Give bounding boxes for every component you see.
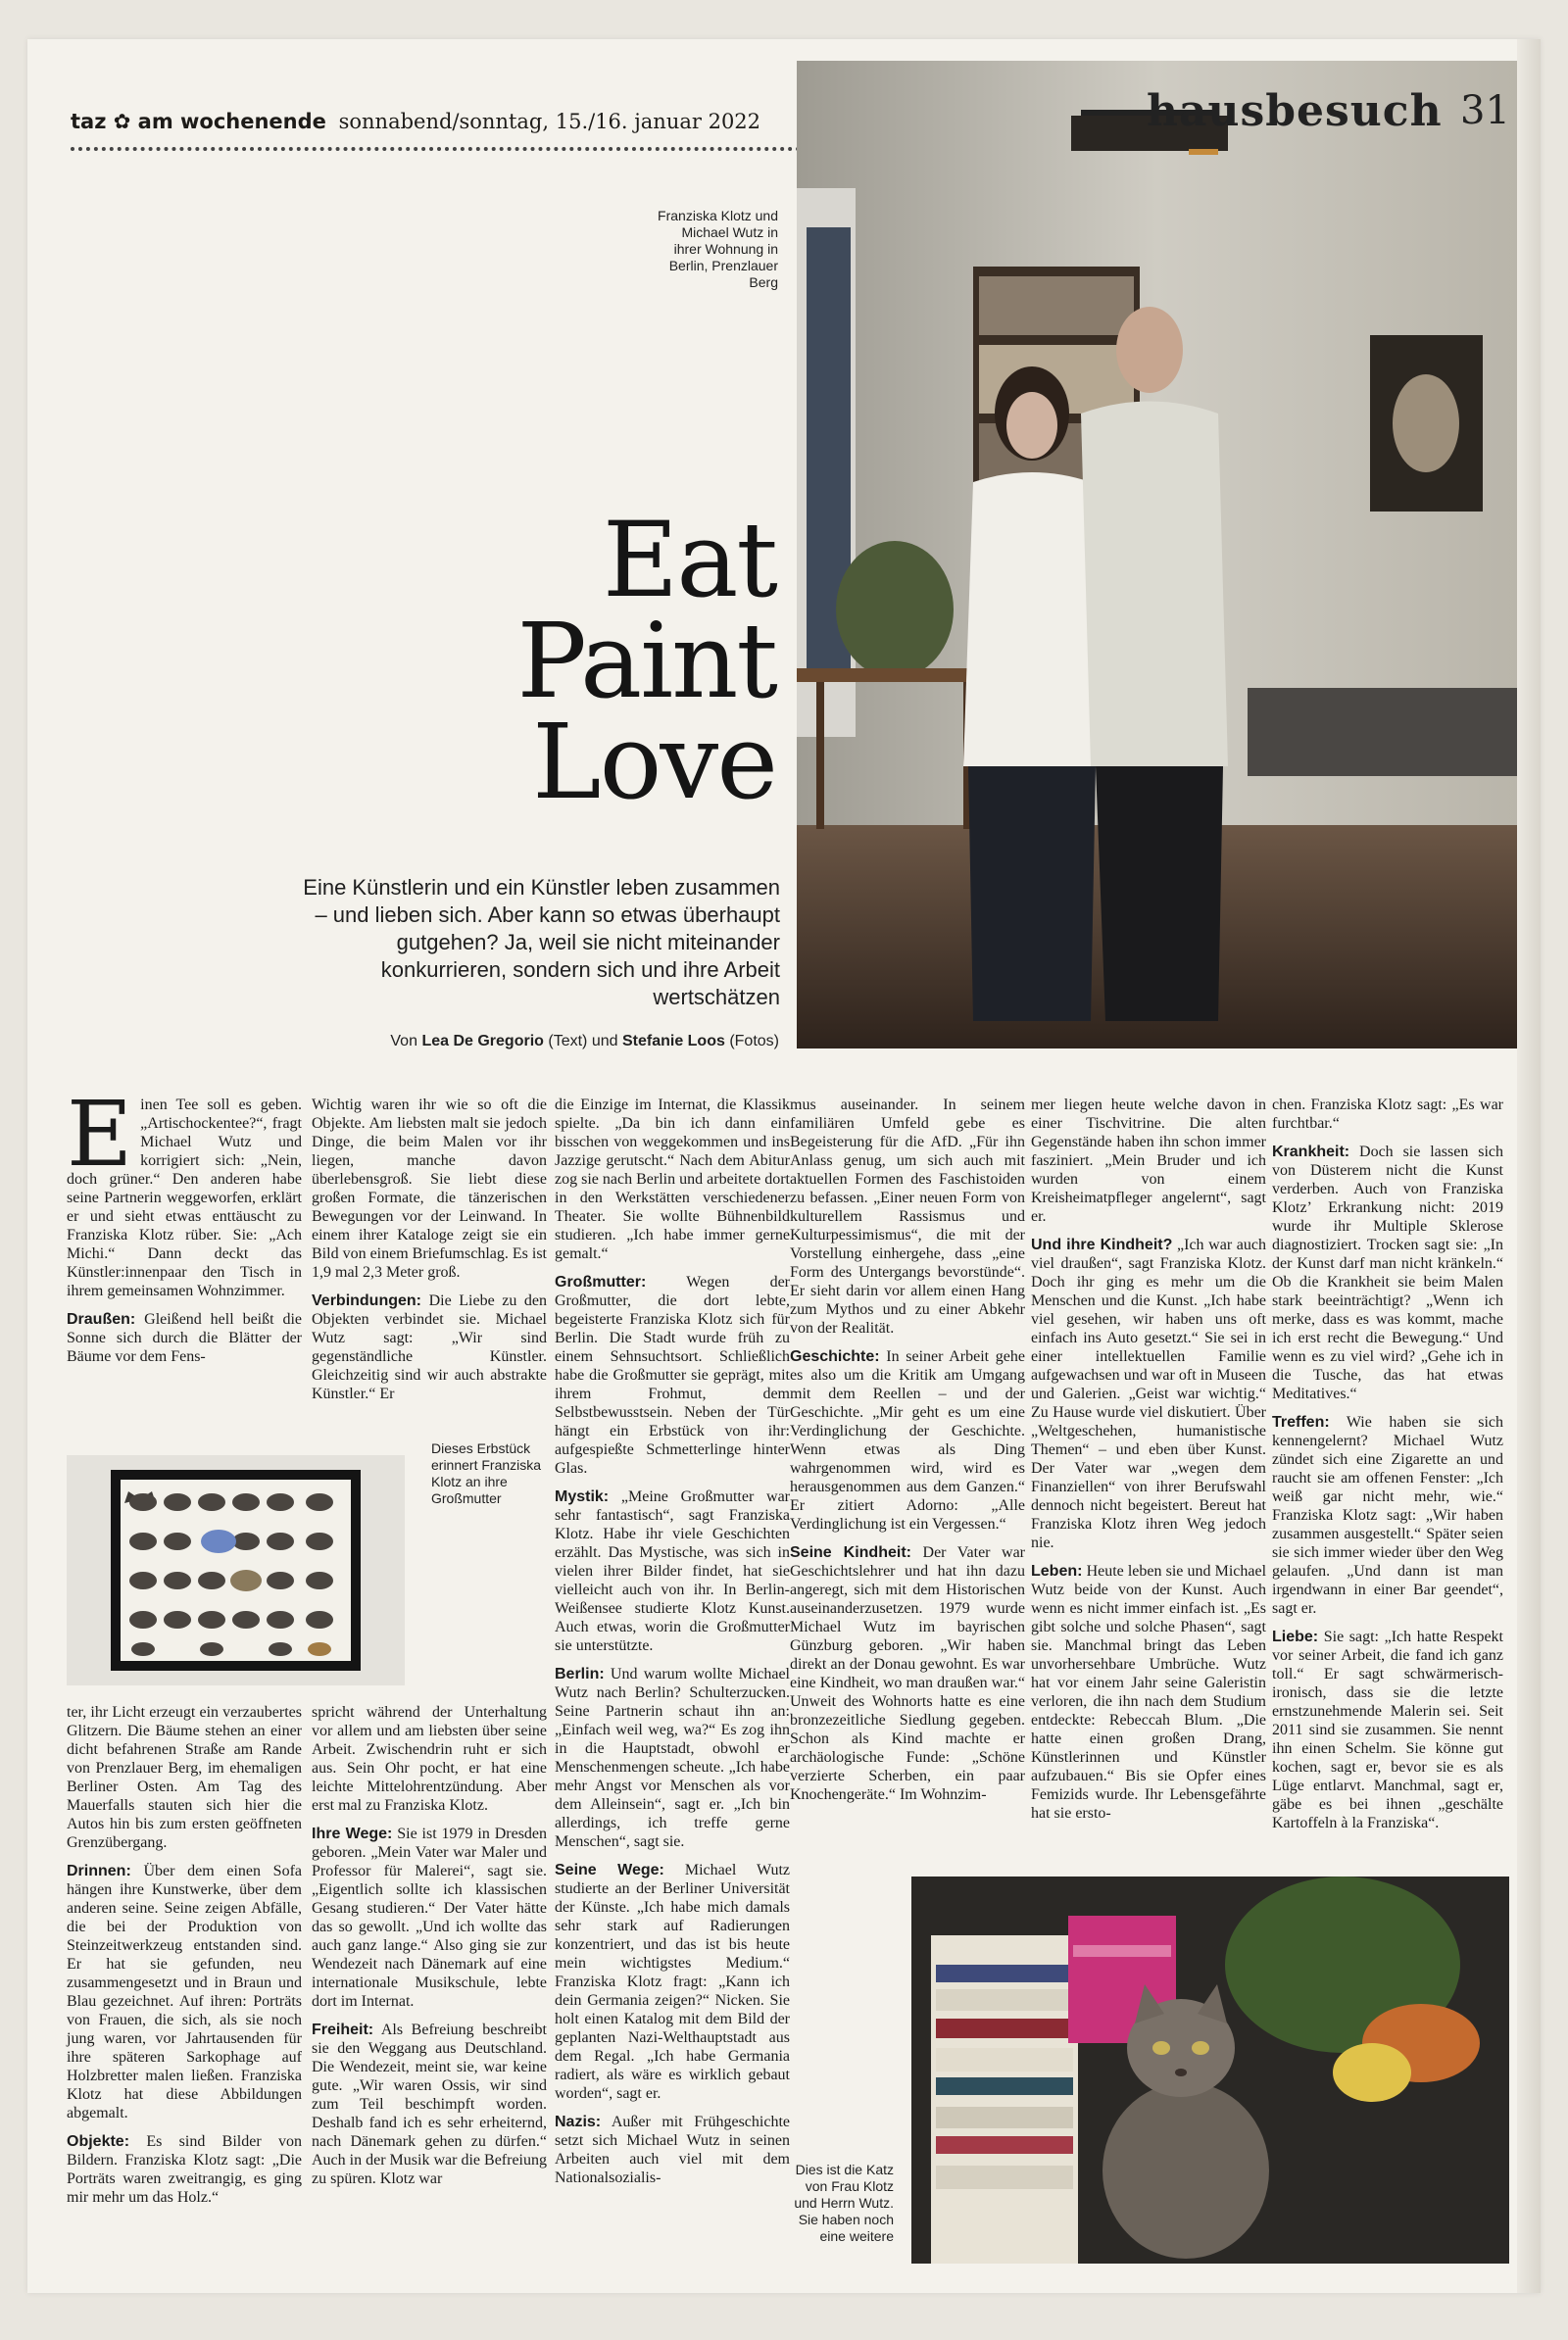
butterfly-photo-caption: Dieses Erbstück erinnert Franziska Klotz an ihre Großmutter xyxy=(431,1440,542,1506)
article-paragraph: Draußen: Gleißend hell beißt die Sonne sich durch die Blätter der Bäume vor dem Fens- xyxy=(67,1311,303,1365)
publication-name: taz ✿ am wochenende xyxy=(71,110,326,133)
headline-line-2: Paint xyxy=(516,601,776,721)
article-paragraph: Treffen: Wie haben sie sich kennengelernt? Michael Wutz zündet sich eine Zigarette an und raucht sie am offenen Fenster: „Ich weiß gar nicht mehr, wie.“ Franziska Klotz sagt: „Wir haben zusammen ausgestellt.“ Später seien sie sich immer wieder über den Weg gelaufen. „Und dann ist man irgendwann in einer Bar geendet“, sagt er. xyxy=(1272,1414,1503,1617)
article-column-3 xyxy=(555,1096,790,2197)
article-paragraph: ter, ihr Licht erzeugt ein verzaubertes Glitzern. Die Bäume stehen an einer dicht befahrenen Straße am Rande von Prenzlauer Berg, im ehemaligen Berliner Osten. Am Tag des Mauerfalls stauten sich hier die Autos hin bis zum ersten geöffneten Grenzübergang. xyxy=(67,1704,302,1851)
byline xyxy=(314,1033,779,1050)
article-paragraph: Berlin: Und warum wollte Michael Wutz nach Berlin? Schulterzucken. Seine Partnerin schaut ihn an: „Einfach weil weg, wa?“ Es zog ihn in die Hauptstadt, obwohl er Menschenmengen scheute. „Ich habe mehr Angst vor Menschen als vor dem Alleinsein“, sagt er. „Ich bin allerdings, ich treffe gerne Menschen“, sagt sie. xyxy=(555,1666,790,1850)
article-column-6 xyxy=(1272,1096,1503,1842)
article-column-2-continued xyxy=(312,1703,547,2198)
cat-photo-caption: Dies ist die Katz von Frau Klotz und Herrn Wutz. Sie haben noch eine weitere xyxy=(794,2162,894,2244)
article-paragraph: Seine Wege: Michael Wutz studierte an der Berliner Universität der Künste. „Ich habe mich damals sehr stark auf Radierungen konzentriert, und das ist bis heute mein wichtigstes Medium.“ Franziska Klotz fragt: „Kann ich dein Germania zeigen?“ Nicken. Sie holt einen Katalog mit dem Bild der geplanten Nazi-Welthauptstadt aus dem Regal. „Ich habe Germania radiert, als wäre es wirklich gebaut worden“, sagt er. xyxy=(555,1862,791,2102)
article-paragraph: Krankheit: Doch sie lassen sich von Düsterem nicht die Kunst verderben. Auch von Franziska Klotz’ Erkrankung nicht: 2019 wurde ihr Multiple Sklerose diagnostiziert. Trocken sagt sie: „In der Kunst darf man nicht kränkeln.“ Ob die Krankheit sie beim Malen stark beeinträchtigt? „Wenn ich merke, dass es was kommt, mache ich erst recht die Bewegung.“ Und wenn es zu viel wird? „Gehe ich in die Tusche, das hat etwas Meditatives.“ xyxy=(1272,1144,1503,1402)
byline-prefix: Von xyxy=(390,1033,417,1049)
article-paragraph: Drinnen: Über dem einen Sofa hängen ihre Kunstwerke, über dem anderen seine. Seine zeigen Abfälle, die bei der Produktion von Steinzeitwerkzeug entstanden sind. Er hat sie gefunden, neu zusammengesetzt und in Braun und Blau gezeichnet. Auf ihren: Porträts von Frauen, die sich, als sie noch jung waren, vor Jahrtausenden für ihre späteren Sarkophage auf Holzbretter malen ließen. Franziska Klotz hat diese Abbildungen abgemalt. xyxy=(67,1863,303,2121)
article-paragraph: mer liegen heute welche davon in einer Tischvitrine. Die alten Gegenstände haben ihn schon immer fasziniert. „Mein Bruder und ich wurden von einem Kreisheimatpfleger angelernt“, sagt er. xyxy=(1031,1097,1266,1225)
article-column-1 xyxy=(67,1082,303,1376)
headline xyxy=(461,500,776,822)
article-paragraph: Verbindungen: Die Liebe zu den Objekten verbindet sie. Michael Wutz sagt: „Wir sind gegenständliche Künstler. Gleichzeitig sind wir auch abstrakte Künstler.“ Er xyxy=(312,1292,548,1402)
byline-suffix: (Fotos) xyxy=(729,1033,779,1049)
header-rule xyxy=(71,147,801,151)
article-paragraph: die Einzige im Internat, die Klassik spielte. „Da bin ich dann ein bisschen von weggekommen und ins Jazzige gerutscht.“ Nach dem Abitur zog sie nach Berlin und arbeitete dort in den Werkstätten verschiedener Theater. Sie wollte Bühnenbild studieren. „Ich habe immer gerne gemalt.“ xyxy=(555,1097,790,1262)
butterfly-photo xyxy=(67,1455,405,1685)
article-paragraph: Liebe: Sie sagt: „Ich hatte Respekt vor seiner Arbeit, die fand ich ganz toll.“ Er sagt schwärmerisch-ironisch, dass sie die letzte ernstzunehmende Malerin sei. Seit 2011 sind sie zusammen. Sie nennt ihn einen Schelm. Sie könne gut kochen, sagt er, bevor sie es als Lüge entlarvt. Manchmal, sagt er, gäbe es bei ihnen „geschälte Kartoffeln à la Franziska“. xyxy=(1272,1629,1503,1831)
page-number: 31 xyxy=(1460,88,1510,133)
article-paragraph: Geschichte: In seiner Arbeit gehe es also um die Kritik am Umgang mit dem Reellen – und der Geschichte. „Mir geht es um eine Verdinglichung der Geschichte. Wenn etwas als Ding wahrgenommen wird, wird es herausgenommen aus dem Ganzen.“ Er zitiert Adorno: „Alle Verdinglichung ist ein Vergessen.“ xyxy=(790,1348,1025,1533)
article-column-2 xyxy=(312,1096,547,1413)
cat-photo-illustration xyxy=(911,1877,1509,2264)
article-paragraph: Großmutter: Wegen der Großmutter, die dort lebte, begeisterte Franziska Klotz sich für Berlin. Die Stadt wurde früh zu einem Sehnsuchtsort. Schließlich habe die Großmutter sie geprägt, mit ihrem Frohmut, dem Selbstbewusstsein. Neben der Tür hängt ein Erbstück von ihr: aufgespießte Schmetterlinge hinter Glas. xyxy=(555,1274,790,1477)
byline-photographer: Stefanie Loos xyxy=(621,1033,725,1049)
hero-photo-caption: Franziska Klotz und Michael Wutz in ihrer Wohnung in Berlin, Prenzlauer Berg xyxy=(658,208,778,290)
article-paragraph: Wichtig waren ihr wie so oft die Objekte. Am liebsten malt sie jedoch Dinge, die beim Malen vor ihr liegen, manche davon überlebensgroß. Sie liebt diese großen Formate, die tänzerischen Bewegungen vor der Leinwand. In einem ihrer Kataloge zeigt sie ein Bild von einem Briefumschlag. Es ist 1,9 mal 2,3 Meter groß. xyxy=(312,1097,547,1281)
article-paragraph: Seine Kindheit: Der Vater war Geschichtslehrer und hat ihn dazu angeregt, sich mit dem Historischen auseinanderzusetzen. 1979 wurde Michael Wutz im bayrischen Günzburg geboren. „Wir haben direkt an der Donau gewohnt. Es war eine Kindheit, wo man draußen war.“ Unweit des Wohnorts hatte es eine bronzezeitliche Siedlung gegeben. Schon als Kind machte er archäologische Funde: „Schöne verzierte Scherben, ein paar Knochengeräte.“ Im Wohnzim- xyxy=(790,1544,1026,1803)
hero-photo-illustration xyxy=(797,61,1517,1048)
cat-photo xyxy=(911,1877,1509,2264)
article-paragraph: chen. Franziska Klotz sagt: „Es war furchtbar.“ xyxy=(1272,1097,1503,1132)
article-paragraph: mus auseinander. In seinem familiären Umfeld gebe es Begeisterung für die AfD. „Für ihn Anlass genug, um sich auch mit aktuellen Formen des Faschistoiden zu befassen. „Einer neuen Form von kulturellem Rassismus und Kulturpessimismus“, die mit der Vorstellung einhergehe, dass „eine Form des Untergangs bevorstünde“. Er sieht darin vor allem einen Hang zum Mythos und zu einer Abkehr von der Realität. xyxy=(790,1097,1025,1337)
issue-date: sonnabend/sonntag, 15./16. januar 2022 xyxy=(338,110,761,133)
masthead xyxy=(71,110,796,133)
section-title: hausbesuch xyxy=(1147,86,1443,136)
article-paragraph: Leben: Heute leben sie und Michael Wutz beide von der Kunst. Auch wenn es nicht immer einfach ist. „Es gibt solche und solche Phasen“, sagt sie. Manchmal bringt das Leben unvorhersehbare Umbrüche. Wutz hat vor einem Jahr seine Galeristin verloren, die ihn nach dem Studium entdeckte: Rebeccah Blum. „Die hatte einen großen Drang, Künstlerinnen und Künstler aufzubauen.“ Bis sie Opfer eines Femizids wurde. Ihr Lebensgefährte hat sie ersto- xyxy=(1031,1563,1267,1822)
article-paragraph: Einen Tee soll es geben. „Artischockentee?“, fragt Michael Wutz und korrigiert sich: „Nein, doch grüner.“ Den anderen habe seine Partnerin weggeworfen, erklärt er und sieht etwas enttäuscht zu Franziska Klotz rüber. Sie: „Ach Michi.“ Dann deckt das Künstler:innenpaar den Tisch in ihrem gemeinsamen Wohnzimmer. xyxy=(67,1082,302,1299)
article-paragraph: Mystik: „Meine Großmutter war sehr fantastisch“, sagt Franziska Klotz. Habe ihr viele Geschichten erzählt. Das Mystische, was sich in vielen ihrer Bilder findet, hat sie vielleicht auch von ihr. In Berlin-Weißensee studierte Klotz Kunst. Auch etwas, worin die Großmutter sie unterstützte. xyxy=(555,1488,791,1654)
article-column-1-continued xyxy=(67,1703,302,2217)
drop-cap: E xyxy=(67,1082,133,1187)
article-paragraph: Objekte: Es sind Bilder von Bildern. Franziska Klotz sagt: „Die Porträts waren zweitrangig, es ging mir mehr um das Holz.“ xyxy=(67,2133,302,2206)
standfirst: Eine Künstlerin und ein Künstler leben zusammen – und lieben sich. Aber kann so etwas überhaupt gutgehen? Ja, weil sie nicht miteinander konkurrieren, sondern sich und ihre Arbeit wertschätzen xyxy=(303,875,780,1009)
article-paragraph: Freiheit: Als Befreiung beschreibt sie den Weggang aus Deutschland. Die Wendezeit, meint sie, war keine gute. „Wir waren Ossis, wir sind zum Teil beschimpft worden. Deshalb fand ich es sehr erheiternd, nach Dänemark gehen zu dürfen.“ Auch in der Musik war die Befreiung zu spüren. Klotz war xyxy=(312,2022,547,2187)
article-paragraph: spricht während der Unterhaltung vor allem und am liebsten über seine Arbeit. Zwischendrin ruht er sich aus. Sein Ohr pocht, er hat eine leichte Mittelohrentzündung. Aber erst mal zu Franziska Klotz. xyxy=(312,1704,547,1814)
hero-photo xyxy=(797,61,1517,1048)
butterfly-display-case xyxy=(67,1455,405,1685)
headline-line-3: Love xyxy=(532,702,776,822)
headline-line-1: Eat xyxy=(602,500,776,620)
byline-mid: (Text) und xyxy=(548,1033,618,1049)
byline-author: Lea De Gregorio xyxy=(421,1033,544,1049)
page-edge xyxy=(1517,39,1541,2293)
article-paragraph: Ihre Wege: Sie ist 1979 in Dresden geboren. „Mein Vater war Maler und Professor für Malerei“, sagt sie. „Eigentlich sollte ich klassischen Gesang studieren.“ Der Vater hätte das so gewollt. „Und ich wollte das auch ganz lange.“ Also ging sie zur Wendezeit nach Dänemark auf eine internationale Musikschule, lebte dort im Internat. xyxy=(312,1826,548,2010)
article-column-5 xyxy=(1031,1096,1266,1832)
article-column-4 xyxy=(790,1096,1025,1814)
article-paragraph: Nazis: Außer mit Frühgeschichte setzt sich Michael Wutz in seinen Arbeiten auch viel mit dem Nationalsozialis- xyxy=(555,2114,790,2186)
article-paragraph: Und ihre Kindheit? „Ich war auch viel draußen“, sagt Franziska Klotz. Doch ihr ging es mehr um die Menschen und die Kunst. „Ich habe viel gesehen, wir haben uns oft einfach ins Auto gesetzt.“ Sie sei in einer intellektuellen Familie aufgewachsen und war oft in Museen und Galerien. „Geist war wichtig.“ Zu Hause wurde viel diskutiert. Über „Weltgeschehen, humanistische Themen“ – und eben über Kunst. Der Vater war „wegen dem Finanziellen“ von ihrer Berufswahl dennoch nicht begeistert. Bereut hat Franziska Klotz ihren Weg jedoch nie. xyxy=(1031,1237,1267,1551)
